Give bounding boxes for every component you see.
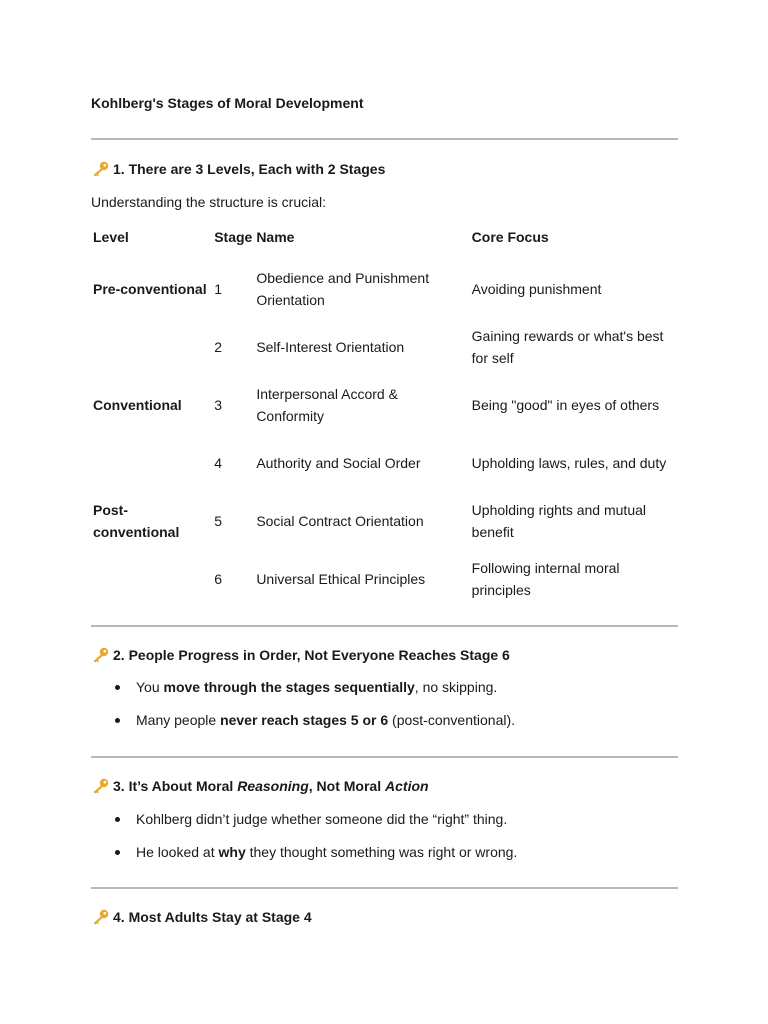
table-row	[91, 492, 678, 550]
section-4-heading-text: 4. Most Adults Stay at Stage 4	[113, 909, 312, 925]
bold-segment: why	[218, 844, 246, 860]
table-row	[91, 318, 678, 376]
focus-cell: Being "good" in eyes of others	[471, 397, 660, 413]
column-header-stage: Stage	[214, 229, 253, 245]
section-4-heading	[91, 906, 312, 928]
table-header-row	[91, 224, 678, 260]
level-cell	[91, 318, 212, 376]
divider	[91, 625, 678, 627]
bold-segment: never reach stages 5 or 6	[220, 712, 389, 728]
emphasis-segment: Action	[385, 778, 429, 794]
table-row	[91, 376, 678, 434]
level-cell: Post-conventional	[93, 502, 180, 540]
text-segment: , no skipping.	[414, 679, 498, 695]
section-2-heading	[91, 644, 510, 666]
focus-cell: Gaining rewards or what's best for self	[471, 328, 664, 366]
document-title: Kohlberg's Stages of Moral Development	[91, 95, 364, 111]
column-header-core-focus: Core Focus	[471, 229, 549, 245]
name-cell: Interpersonal Accord & Conformity	[256, 386, 398, 424]
level-cell: Pre-conventional	[93, 281, 207, 297]
text-segment: You	[136, 679, 164, 695]
text-segment: (post-conventional).	[388, 712, 516, 728]
list-item	[91, 808, 517, 841]
text-segment: , Not Moral	[308, 778, 386, 794]
name-cell: Self-Interest Orientation	[256, 339, 405, 355]
stage-cell: 3	[214, 397, 222, 413]
stage-cell: 5	[214, 513, 222, 529]
section-2-list	[91, 676, 515, 742]
section-1-intro: Understanding the structure is crucial:	[91, 194, 326, 210]
bold-segment: move through the stages sequentially	[163, 679, 415, 695]
list-item	[91, 841, 517, 874]
section-1-heading-text: 1. There are 3 Levels, Each with 2 Stages	[113, 161, 386, 177]
text-segment: Many people	[136, 712, 221, 728]
key-icon	[91, 909, 109, 925]
divider	[91, 756, 678, 758]
text-segment: 3. It’s About Moral	[113, 778, 238, 794]
section-2-heading-text: 2. People Progress in Order, Not Everyone Reaches Stage 6	[113, 647, 510, 663]
level-cell	[91, 434, 212, 492]
stage-cell: 4	[214, 455, 222, 471]
key-icon	[91, 161, 109, 177]
list-item	[91, 676, 515, 709]
table-row	[91, 260, 678, 318]
name-cell: Universal Ethical Principles	[256, 571, 426, 587]
focus-cell: Following internal moral principles	[471, 560, 620, 598]
stage-cell: 2	[214, 339, 222, 355]
section-1-heading	[91, 158, 385, 180]
stages-table	[91, 224, 678, 608]
table-row	[91, 434, 678, 492]
list-item	[91, 709, 515, 742]
text-segment: He looked at	[136, 844, 219, 860]
focus-cell: Upholding rights and mutual benefit	[471, 502, 647, 540]
stage-cell: 1	[214, 281, 222, 297]
divider	[91, 887, 678, 889]
divider	[91, 138, 678, 140]
emphasis-segment: Reasoning	[237, 778, 309, 794]
column-header-level: Level	[93, 229, 129, 245]
text-segment: they thought something was right or wrong.	[245, 844, 518, 860]
level-cell: Conventional	[93, 397, 182, 413]
name-cell: Obedience and Punishment Orientation	[256, 270, 430, 308]
section-3-heading	[91, 775, 429, 797]
stage-cell: 6	[214, 571, 222, 587]
focus-cell: Upholding laws, rules, and duty	[471, 455, 667, 471]
name-cell: Authority and Social Order	[256, 455, 421, 471]
table-row	[91, 550, 678, 608]
text-segment: Kohlberg didn’t judge whether someone did the “right” thing.	[136, 811, 508, 827]
section-3-list	[91, 808, 517, 874]
level-cell	[91, 550, 212, 608]
key-icon	[91, 778, 109, 794]
key-icon	[91, 647, 109, 663]
section-3-heading-text	[113, 775, 429, 797]
focus-cell: Avoiding punishment	[471, 281, 602, 297]
column-header-name: Name	[256, 229, 295, 245]
name-cell: Social Contract Orientation	[256, 513, 424, 529]
